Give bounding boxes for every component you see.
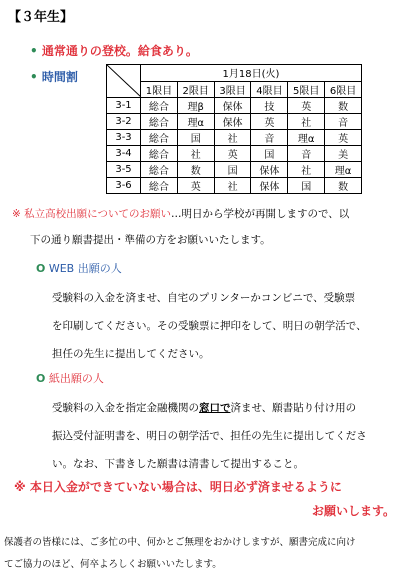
timetable-date: 1月18日(火) — [141, 65, 362, 82]
subject-cell: 国 — [177, 130, 214, 146]
subject-cell: 社 — [177, 146, 214, 162]
notice-rest: …明日から学校が再開しますので、以 — [170, 208, 350, 220]
warning-line-2: お願いします。 — [312, 504, 396, 518]
circle-icon: O — [36, 262, 46, 275]
paper-line1-post: 済ませ、願書貼り付け用の — [230, 402, 357, 414]
notice-line-2: 下の通り願書提出・準備の方をお願いいたします。 — [30, 234, 271, 246]
class-label: 3-3 — [107, 130, 141, 146]
subject-cell: 理α — [177, 114, 214, 130]
warning-line-1: ※ 本日入金ができていない場合は、明日必ず済ませるように — [14, 480, 342, 494]
period-header: 4限目 — [251, 81, 288, 98]
subject-cell: 総合 — [141, 162, 178, 178]
bullet-text: 時間割 — [41, 70, 78, 84]
subject-cell: 社 — [288, 114, 325, 130]
notice-mark: ※ — [12, 208, 21, 220]
web-text-line-3: 担任の先生に提出してください。 — [52, 348, 210, 360]
subject-cell: 数 — [325, 178, 362, 194]
notice-line-1 — [12, 206, 349, 221]
timetable-row — [107, 178, 362, 194]
paper-text-line-2: 振込受付証明書を、明日の朝学活で、担任の先生に提出してくださ — [52, 430, 367, 442]
timetable-row — [107, 146, 362, 162]
timetable-row — [107, 114, 362, 130]
period-header: 1限目 — [141, 81, 178, 98]
subject-cell: 保体 — [251, 178, 288, 194]
subject-cell: 英 — [325, 130, 362, 146]
timetable-row — [107, 130, 362, 146]
subject-cell: 美 — [325, 146, 362, 162]
subject-cell: 保体 — [251, 162, 288, 178]
subject-cell: 総合 — [141, 178, 178, 194]
bullet-dot-icon: • — [30, 70, 38, 84]
section-heading: 【３年生】 — [8, 10, 74, 25]
period-header: 3限目 — [214, 81, 251, 98]
timetable-corner-cell — [107, 65, 141, 98]
subject-cell: 社 — [214, 130, 251, 146]
subject-cell: 社 — [214, 178, 251, 194]
paper-line1-pre: 受験料の入金を指定金融機関の — [52, 402, 199, 414]
subject-cell: 音 — [325, 114, 362, 130]
notice-title: 私立高校出願についてのお願い — [24, 208, 171, 220]
subject-cell: 国 — [288, 178, 325, 194]
bullet-dot-icon: • — [30, 44, 38, 58]
subject-cell: 総合 — [141, 98, 178, 114]
diagonal-line — [107, 65, 141, 97]
paper-heading-text: 紙出願の人 — [48, 372, 104, 385]
bullet-timetable — [30, 68, 78, 85]
class-label: 3-6 — [107, 178, 141, 194]
timetable-period-row — [107, 81, 362, 98]
class-label: 3-4 — [107, 146, 141, 162]
web-text-line-2: を印刷してください。その受験票に押印をして、明日の朝学活で、 — [52, 320, 367, 332]
subject-cell: 理β — [177, 98, 214, 114]
subject-cell: 国 — [214, 162, 251, 178]
subject-cell: 英 — [214, 146, 251, 162]
footer-line-2: てご協力のほど、何卒よろしくお願いいたします。 — [4, 559, 222, 570]
period-header: 5限目 — [288, 81, 325, 98]
subject-cell: 英 — [251, 114, 288, 130]
web-text-line-1: 受験料の入金を済ませ、自宅のプリンターかコンビニで、受験票 — [52, 292, 356, 304]
subject-cell: 音 — [251, 130, 288, 146]
class-label: 3-5 — [107, 162, 141, 178]
bullet-text: 通常通りの登校。給食あり。 — [41, 44, 198, 58]
timetable-row — [107, 162, 362, 178]
timetable — [106, 64, 362, 194]
period-header: 2限目 — [177, 81, 214, 98]
subject-cell: 総合 — [141, 114, 178, 130]
bullet-school-lunch — [30, 42, 198, 59]
subject-cell: 国 — [251, 146, 288, 162]
subject-cell: 英 — [288, 98, 325, 114]
subject-cell: 理α — [288, 130, 325, 146]
paper-text-line-1 — [52, 400, 356, 415]
footer-line-1: 保護者の皆様には、ご多忙の中、何かとご無理をおかけしますが、願書完成に向け — [4, 537, 356, 548]
subject-cell: 保体 — [214, 114, 251, 130]
class-label: 3-2 — [107, 114, 141, 130]
timetable-date-row — [107, 65, 362, 82]
subject-cell: 総合 — [141, 146, 178, 162]
paper-application-heading — [36, 370, 104, 386]
class-label: 3-1 — [107, 98, 141, 114]
web-heading-text: WEB 出願の人 — [48, 262, 122, 275]
timetable-row — [107, 98, 362, 114]
subject-cell: 数 — [177, 162, 214, 178]
subject-cell: 音 — [288, 146, 325, 162]
subject-cell: 総合 — [141, 130, 178, 146]
subject-cell: 保体 — [214, 98, 251, 114]
paper-text-line-3: い。なお、下書きした願書は清書して提出すること。 — [52, 458, 304, 470]
period-header: 6限目 — [325, 81, 362, 98]
web-application-heading — [36, 260, 122, 276]
circle-icon: O — [36, 372, 46, 385]
subject-cell: 数 — [325, 98, 362, 114]
subject-cell: 社 — [288, 162, 325, 178]
paper-line1-emphasis: 窓口で — [199, 402, 231, 414]
subject-cell: 英 — [177, 178, 214, 194]
subject-cell: 理α — [325, 162, 362, 178]
subject-cell: 技 — [251, 98, 288, 114]
